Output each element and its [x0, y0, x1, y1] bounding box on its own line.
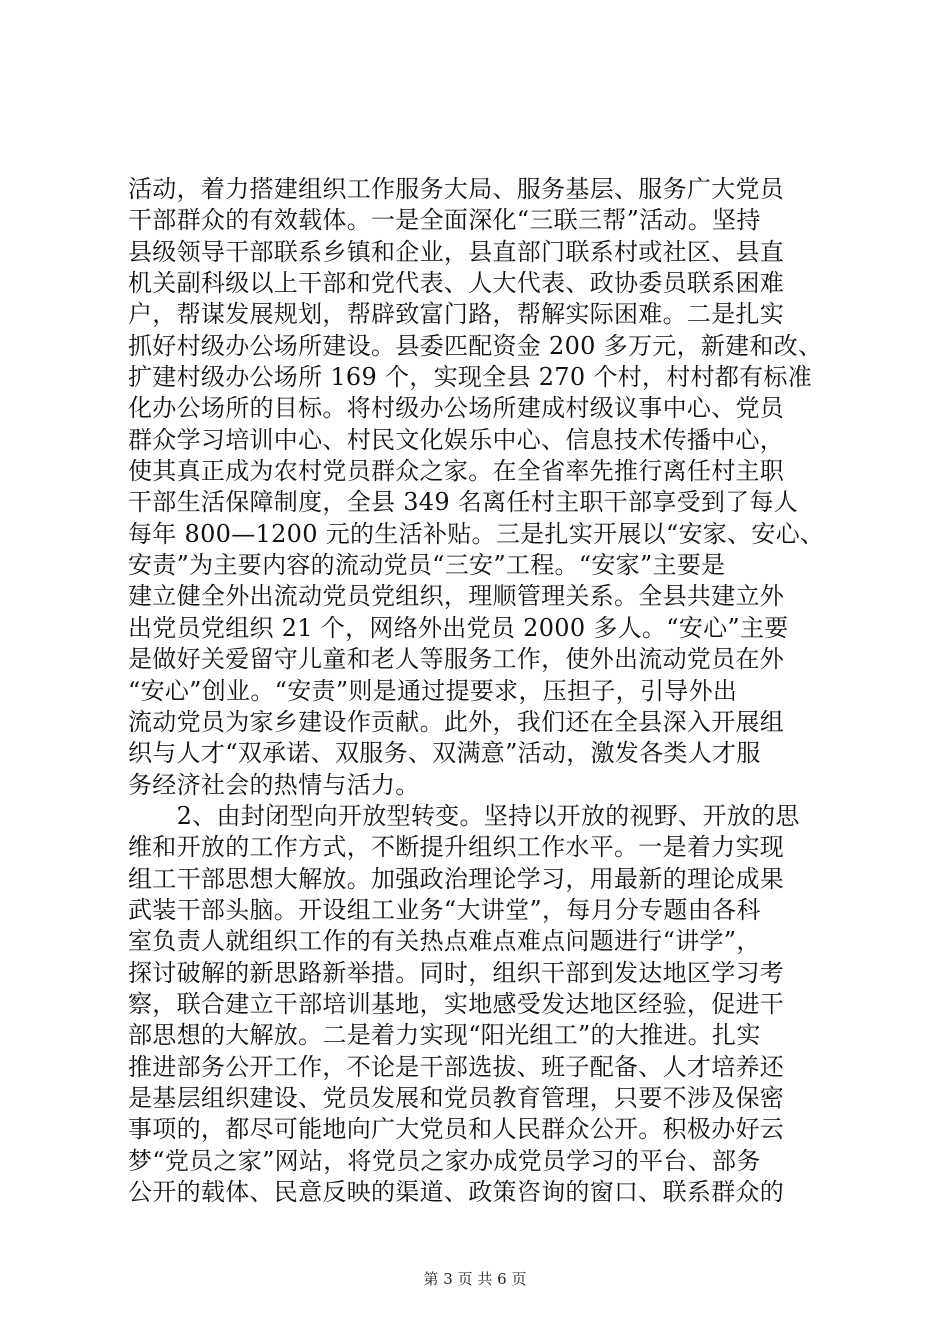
text-line: 武装干部头脑。开设组工业务“大讲堂”，每月分专题由各科 — [128, 895, 761, 924]
text-line: 室负责人就组织工作的有关热点难点难点问题进行“讲学”， — [128, 927, 761, 956]
text-line: 出党员党组织 21 个，网络外出党员 2000 多人。“安心”主要 — [128, 613, 789, 642]
text-line: 扩建村级办公场所 169 个，实现全县 270 个村，村村都有标准 — [128, 363, 813, 392]
text-line: 流动党员为家乡建设作贡献。此外，我们还在全县深入开展组 — [128, 707, 785, 736]
text-line: 组工干部思想大解放。加强政治理论学习，用最新的理论成果 — [128, 864, 785, 893]
text-line: 是基层组织建设、党员发展和党员教育管理，只要不涉及保密 — [128, 1083, 785, 1112]
text-line: 群众学习培训中心、村民文化娱乐中心、信息技术传播中心， — [128, 425, 785, 454]
text-line: 抓好村级办公场所建设。县委匹配资金 200 多万元，新建和改、 — [128, 331, 823, 360]
text-line: 探讨破解的新思路新举措。同时，组织干部到发达地区学习考 — [128, 958, 785, 987]
text-line: 化办公场所的目标。将村级办公场所建成村级议事中心、党员 — [128, 394, 785, 423]
text-line: 公开的载体、民意反映的渠道、政策咨询的窗口、联系群众的 — [128, 1178, 785, 1206]
text-line: 使其真正成为农村党员群众之家。在全省率先推行离任村主职 — [128, 457, 785, 486]
text-line: 建立健全外出流动党员党组织，理顺管理关系。全县共建立外 — [128, 582, 785, 611]
text-line: 事项的，都尽可能地向广大党员和人民群众公开。积极办好云 — [128, 1115, 785, 1144]
text-line: 部思想的大解放。二是着力实现“阳光组工”的大推进。扎实 — [128, 1021, 761, 1050]
document-body — [128, 174, 828, 1208]
text-line: 织与人才“双承诺、双服务、双满意”活动，激发各类人才服 — [128, 739, 761, 768]
text-line: 务经济社会的热情与活力。 — [128, 770, 420, 799]
text-line: 干部群众的有效载体。一是全面深化“三联三帮”活动。坚持 — [128, 206, 761, 235]
text-line: 每年 800—1200 元的生活补贴。三是扎实开展以“安家、安心、 — [128, 519, 825, 548]
text-line: 推进部务公开工作，不论是干部选拔、班子配备、人才培养还 — [128, 1052, 785, 1081]
text-line: 梦“党员之家”网站，将党员之家办成党员学习的平台、部务 — [128, 1146, 761, 1175]
text-line: 户，帮谋发展规划，帮辟致富门路，帮解实际困难。二是扎实 — [128, 300, 785, 329]
text-line: 是做好关爱留守儿童和老人等服务工作，使外出流动党员在外 — [128, 645, 785, 674]
text-line: 县级领导干部联系乡镇和企业，县直部门联系村或社区、县直 — [128, 237, 785, 266]
text-line: 维和开放的工作方式，不断提升组织工作水平。一是着力实现 — [128, 833, 785, 862]
text-line: 察，联合建立干部培训基地，实地感受发达地区经验，促进干 — [128, 989, 785, 1018]
text-line: “安心”创业。“安责”则是通过提要求，压担子，引导外出 — [128, 676, 738, 705]
text-line: 安责”为主要内容的流动党员“三安”工程。“安家”主要是 — [128, 551, 726, 580]
page-footer: 第 3 页 共 6 页 — [423, 1270, 527, 1288]
text-line: 活动，着力搭建组织工作服务大局、服务基层、服务广大党员 — [128, 175, 785, 203]
text-line: 干部生活保障制度，全县 349 名离任村主职干部享受到了每人 — [128, 488, 799, 517]
text-line: 2、由封闭型向开放型转变。坚持以开放的视野、开放的思 — [128, 801, 800, 830]
text-line: 机关副科级以上干部和党代表、人大代表、政协委员联系困难 — [128, 269, 785, 298]
